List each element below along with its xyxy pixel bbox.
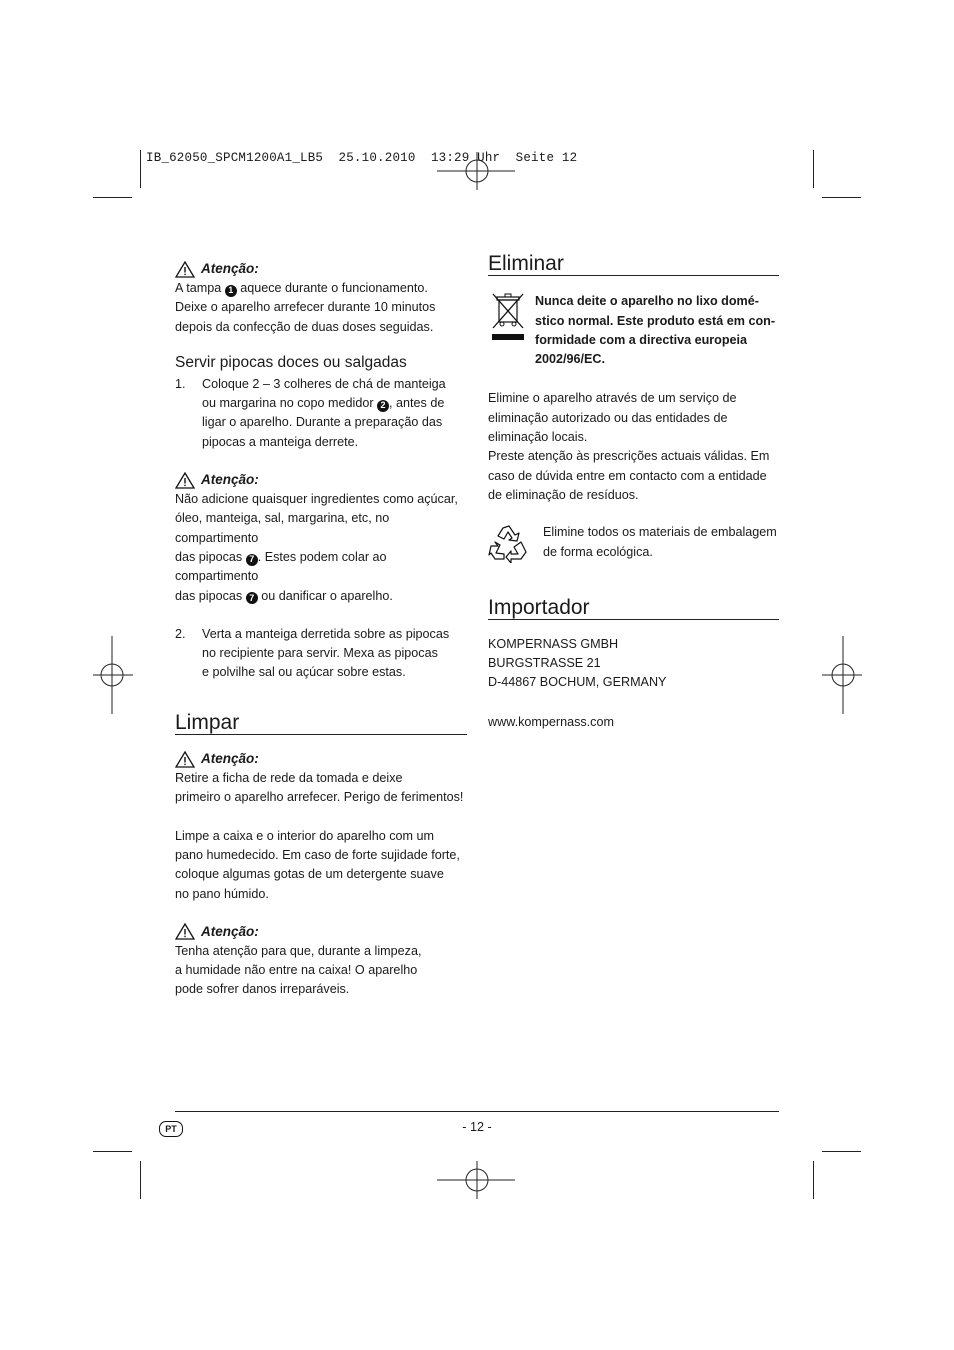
address: KOMPERNASS GMBH BURGSTRASSE 21 D-44867 BOCHUM, GERMANY	[488, 636, 667, 690]
section-heading-importador: Importador	[488, 598, 779, 620]
part-number-badge: 2	[377, 400, 389, 412]
registration-mark-bottom	[437, 1161, 517, 1201]
crop-mark	[822, 197, 861, 198]
paragraph: Limpe a caixa e o interior do aparelho com um pano humedecido. Em caso de forte sujidade forte, coloque algumas gotas de um detergente suave no pano húmido.	[175, 828, 460, 901]
weee-notice: Nunca deite o aparelho no lixo domé- stico normal. Este produto está em con- formidade com a directiva europeia 2002/96/EC.	[535, 294, 776, 367]
warning-heading: Atenção:	[175, 749, 467, 769]
warning-text: Tenha atenção para que, durante a limpeza, a humidade não entre na caixa! O aparelho pode sofrer danos irreparáveis.	[175, 943, 422, 997]
language-badge: PT	[159, 1121, 183, 1137]
warning-text: A tampa 1 aquece durante o funcionamento. Deixe o aparelho arrefecer durante 10 minutos depois da confecção de duas doses seguidas.	[175, 281, 436, 334]
section-heading: Servir pipocas doces ou salgadas	[175, 353, 407, 371]
warning-icon	[175, 923, 195, 940]
paragraph: Elimine o aparelho através de um serviço de eliminação autorizado ou das entidades de eliminação locais. Preste atenção às prescrições actuais válidas. Em caso de dúvida entre em contacto com a entidade de eliminação de resíduos.	[488, 391, 770, 502]
part-number-badge: 1	[225, 285, 237, 297]
recycle-block	[488, 523, 779, 569]
registration-mark-right	[822, 636, 862, 714]
recycle-icon	[488, 523, 530, 563]
list-item: 2. Verta a manteiga derretida sobre as pipocas no recipiente para servir. Mexa as pipocas e polvilhe sal ou açúcar sobre estas.	[175, 626, 450, 680]
section-heading-limpar: Limpar	[175, 713, 467, 735]
crop-mark	[93, 197, 132, 198]
right-column	[488, 254, 779, 732]
warning-text: Não adicione quaisquer ingredientes como açúcar, óleo, manteiga, sal, margarina, etc, no compartimento das pipocas 7 . Estes podem colar ao compartimento das pipocas 7 ou danificar o aparelho.	[175, 492, 458, 603]
weee-block	[488, 292, 779, 369]
part-number-badge: 7	[246, 554, 258, 566]
warning-heading: Atenção:	[175, 922, 467, 942]
crop-mark	[140, 1161, 141, 1199]
part-number-badge: 7	[246, 592, 258, 604]
section-heading-eliminar: Eliminar	[488, 254, 779, 276]
crop-mark	[813, 150, 814, 188]
crossed-bin-icon	[488, 292, 528, 344]
list-item: 1. Coloque 2 – 3 colheres de chá de manteiga ou margarina no copo medidor 2 , antes de ligar o aparelho. Durante a preparação das pipocas a manteiga derrete.	[175, 376, 446, 449]
warning-icon	[175, 751, 195, 768]
crop-mark	[93, 1151, 132, 1152]
warning-icon	[175, 261, 195, 278]
warning-heading: Atenção:	[175, 259, 467, 279]
print-slug: IB_62050_SPCM1200A1_LB5 25.10.2010 13:29 Uhr Seite 12	[146, 151, 578, 165]
registration-mark-left	[93, 636, 133, 714]
left-column	[175, 259, 467, 1000]
recycle-notice: Elimine todos os materiais de embalagem de forma ecológica.	[543, 525, 777, 559]
website-link[interactable]: www.kompernass.com	[488, 714, 614, 729]
crop-mark	[822, 1151, 861, 1152]
page-number: - 12 -	[462, 1120, 492, 1134]
warning-icon	[175, 472, 195, 489]
crop-mark	[140, 150, 141, 188]
warning-text: Retire a ficha de rede da tomada e deixe primeiro o aparelho arrefecer. Perigo de ferimentos!	[175, 771, 464, 805]
footer-rule	[175, 1111, 779, 1112]
crop-mark	[813, 1161, 814, 1199]
warning-heading: Atenção:	[175, 470, 467, 490]
